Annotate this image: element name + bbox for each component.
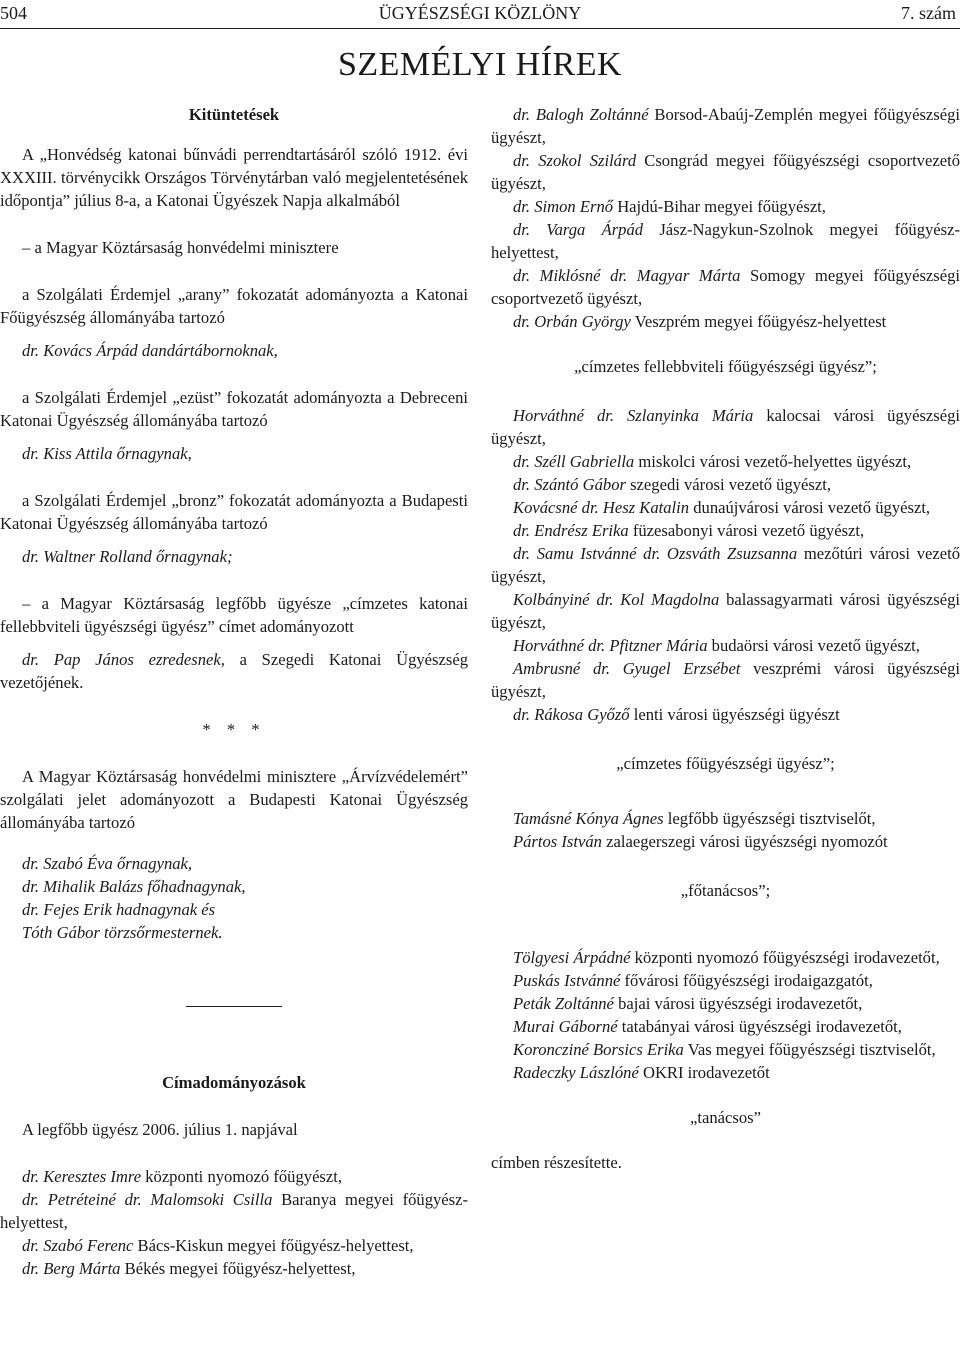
title-designation-1: „címzetes fellebbviteli főügyészségi ügyész”; — [574, 357, 877, 376]
silver-award-text: a Szolgálati Érdemjel „ezüst” fokozatát adományozta a Debreceni Katonai Ügyészség állományába tartozó — [0, 388, 468, 430]
left-column — [0, 103, 468, 1280]
title-designation-3: „főtanácsos”; — [680, 881, 771, 900]
title-designation-4: „tanácsos” — [690, 1108, 761, 1127]
list-item: dr. Berg Márta Békés megyei főügyész-helyettest, — [22, 1259, 356, 1278]
flood-award-names — [0, 852, 468, 944]
list-item: dr. Petréteiné dr. Malomsoki Csilla Baranya megyei főügyész-helyettest, — [0, 1190, 469, 1232]
publication-name: ÜGYÉSZSÉGI KÖZLÖNY — [378, 3, 582, 23]
list-item: dr. Szabó Éva őrnagynak, — [22, 854, 193, 873]
list-item: dr. Samu Istvánné dr. Ozsváth Zsuzsanna mezőtúri városi vezető ügyészt, — [491, 544, 960, 586]
list-item: Horváthné dr. Szlanyinka Mária kalocsai városi ügyészségi ügyészt, — [491, 406, 960, 448]
bronze-award-name: dr. Waltner Rolland őrnagynak; — [22, 547, 233, 566]
list-item: dr. Miklósné dr. Magyar Márta Somogy megyei főügyészségi csoportvezető ügyészt, — [491, 266, 960, 308]
list-item: Horváthné dr. Pfitzner Mária budaörsi városi vezető ügyészt, — [513, 636, 920, 655]
closing-line: címben részesítette. — [491, 1153, 622, 1172]
gold-award-name: dr. Kovács Árpád dandártábornoknak, — [22, 341, 278, 360]
list-item: Tölgyesi Árpádné központi nyomozó főügyészségi irodavezetőt, — [513, 948, 940, 967]
list-item: dr. Szabó Ferenc Bács-Kiskun megyei főügyész-helyettest, — [22, 1236, 414, 1255]
titles-intro: A legfőbb ügyész 2006. július 1. napjával — [22, 1120, 298, 1139]
list-item: dr. Keresztes Imre központi nyomozó főügyészt, — [22, 1167, 343, 1186]
list-item: dr. Varga Árpád Jász-Nagykun-Szolnok megyei főügyész-helyettest, — [491, 220, 960, 262]
issue-number: 7. szám — [901, 3, 956, 23]
group-3-list — [491, 807, 960, 853]
pap-award: dr. Pap János ezredesnek, a Szegedi Katonai Ügyészség vezetőjének. — [0, 650, 468, 692]
list-item: dr. Mihalik Balázs főhadnagynak, — [22, 877, 246, 896]
list-item: dr. Endrész Erika füzesabonyi városi vezető ügyészt, — [513, 521, 865, 540]
gold-award-text: a Szolgálati Érdemjel „arany” fokozatát adományozta a Katonai Főügyészség állományába tartozó — [0, 285, 468, 327]
list-item: dr. Szokol Szilárd Csongrád megyei főügyészségi csoportvezető ügyészt, — [491, 151, 960, 193]
page-header — [0, 0, 960, 29]
section-title: SZEMÉLYI HÍREK — [337, 46, 623, 83]
list-item: Tamásné Kónya Ágnes legfőbb ügyészségi tisztviselőt, — [513, 809, 876, 828]
page-number: 504 — [0, 3, 27, 23]
list-item: dr. Orbán György Veszprém megyei főügyész-helyettest — [513, 312, 887, 331]
prosecutor-award-text: – a Magyar Köztársaság legfőbb ügyésze „címzetes katonai fellebbviteli ügyészségi ügyész” címet adományozott — [0, 594, 468, 636]
list-item: Tóth Gábor törzsőrmesternek. — [22, 923, 223, 942]
list-item: Pártos István zalaegerszegi városi ügyészségi nyomozót — [513, 832, 888, 851]
list-item: dr. Szántó Gábor szegedi városi vezető ügyészt, — [513, 475, 831, 494]
title-designation-2: „címzetes főügyészségi ügyész”; — [616, 754, 835, 773]
list-item: dr. Balogh Zoltánné Borsod-Abaúj-Zemplén megyei főügyészségi ügyészt, — [491, 105, 960, 147]
list-item: dr. Fejes Erik hadnagynak és — [22, 900, 216, 919]
list-item: Kovácsné dr. Hesz Katalin dunaújvárosi városi vezető ügyészt, — [513, 498, 931, 517]
silver-award-name: dr. Kiss Attila őrnagynak, — [22, 444, 192, 463]
list-item: Puskás Istvánné fővárosi főügyészségi irodaigazgatót, — [513, 971, 873, 990]
list-item: Murai Gáborné tatabányai városi ügyészségi irodavezetőt, — [513, 1017, 902, 1036]
list-item: Koroncziné Borsics Erika Vas megyei főügyészségi tisztviselőt, — [513, 1040, 936, 1059]
right-column — [491, 103, 960, 1174]
list-item: Kolbányiné dr. Kol Magdolna balassagyarmati városi ügyészségi ügyészt, — [491, 590, 960, 632]
section-divider — [186, 1006, 282, 1007]
list-item: Radeczky Lászlóné OKRI irodavezetőt — [513, 1063, 770, 1082]
flood-award-text: A Magyar Köztársaság honvédelmi minisztere „Árvízvédelemért” szolgálati jelet adományozott a Budapesti Katonai Ügyészség állományába tartozó — [0, 767, 468, 832]
list-item: Peták Zoltánné bajai városi ügyészségi irodavezetőt, — [513, 994, 863, 1013]
awards-intro: A „Honvédség katonai bűnvádi perrendtartásáról szóló 1912. évi XXXIII. törvénycikk Országos Törvénytárban való megjelentetésének időpontja” július 8-a, a Katonai Ügyészek Napja alkalmából — [0, 145, 468, 210]
list-item: dr. Széll Gabriella miskolci városi vezető-helyettes ügyészt, — [513, 452, 912, 471]
group-2-list — [491, 404, 960, 726]
list-item: dr. Rákosa Győző lenti városi ügyészségi ügyészt — [513, 705, 840, 724]
group-1-list — [491, 103, 960, 333]
titles-list — [0, 1165, 468, 1280]
group-4-list — [491, 946, 960, 1084]
list-item: dr. Simon Ernő Hajdú-Bihar megyei főügyészt, — [513, 197, 826, 216]
list-item: Ambrusné dr. Gyugel Erzsébet veszprémi városi ügyészségi ügyészt, — [491, 659, 960, 701]
minister-line: – a Magyar Köztársaság honvédelmi minisztere — [22, 238, 339, 257]
awards-heading: Kitüntetések — [188, 105, 280, 124]
section-separator-stars: * * * — [202, 720, 266, 739]
bronze-award-text: a Szolgálati Érdemjel „bronz” fokozatát adományozta a Budapesti Katonai Ügyészség állományába tartozó — [0, 491, 468, 533]
titles-heading: Címadományozások — [162, 1073, 306, 1092]
